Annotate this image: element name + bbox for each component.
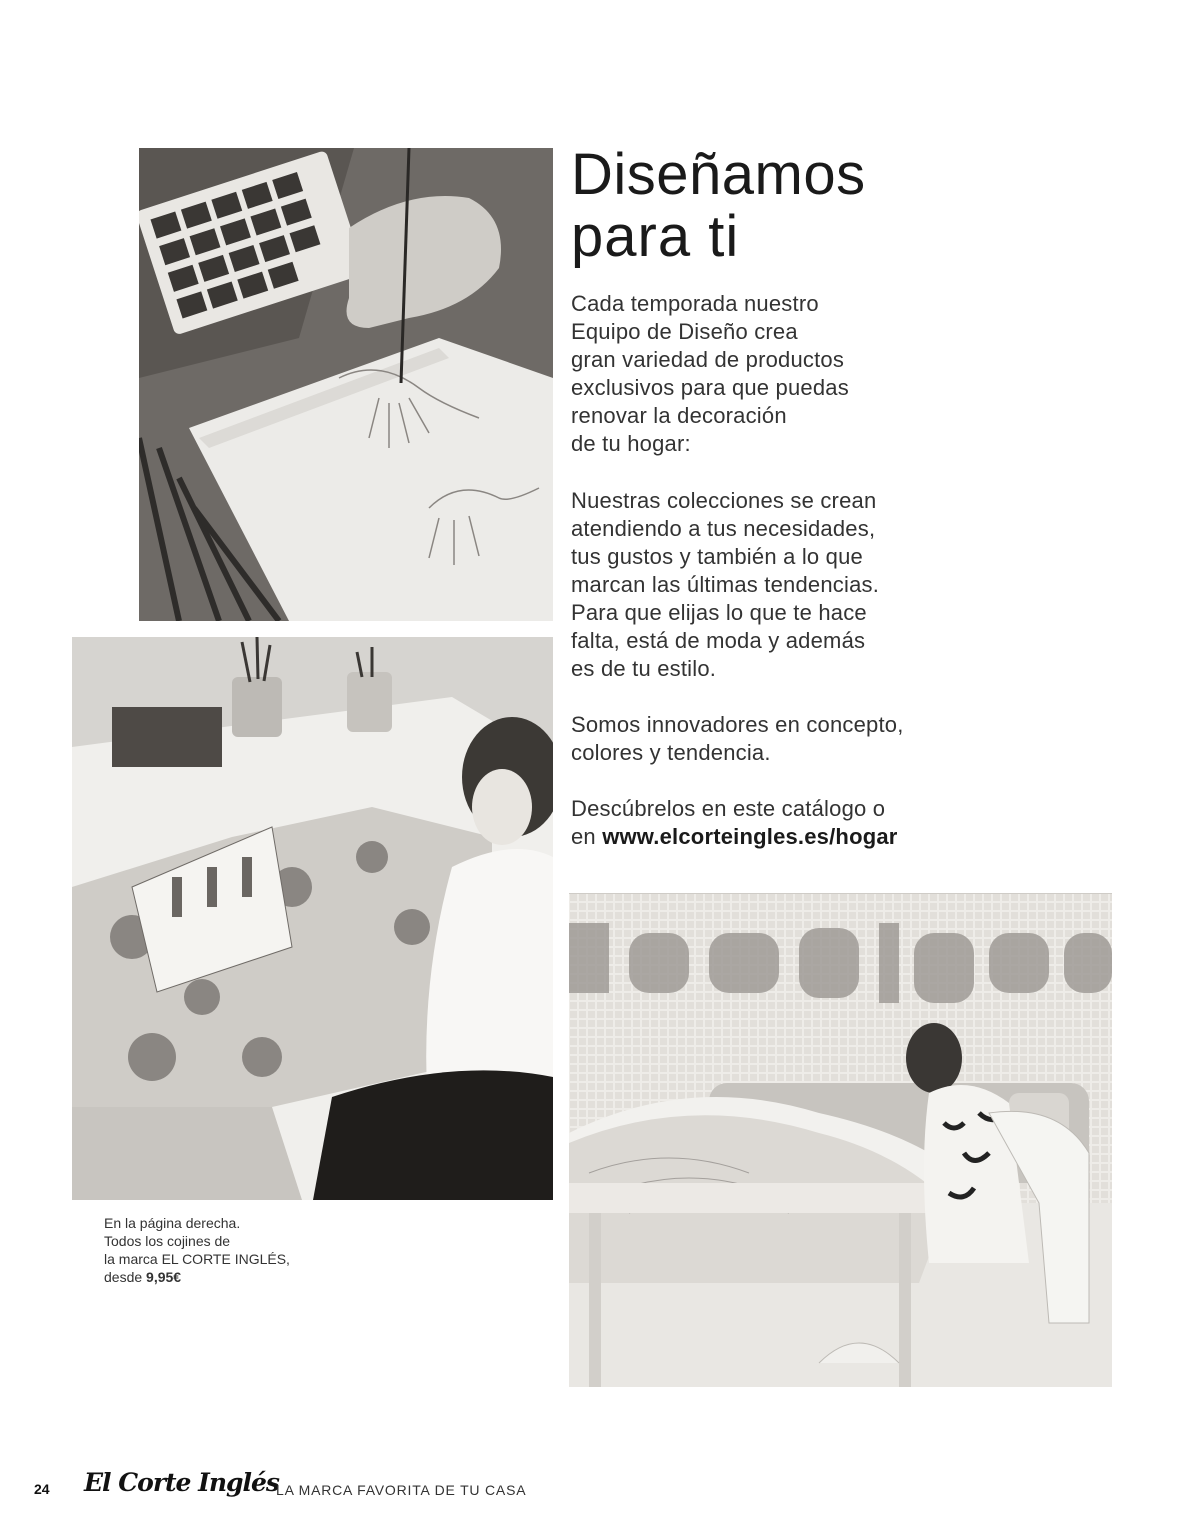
text-line: de tu hogar:: [571, 431, 691, 456]
caption-price: 9,95€: [146, 1269, 182, 1285]
innovation-paragraph: [571, 711, 1001, 767]
text-line: Equipo de Diseño crea: [571, 319, 798, 344]
footer-tagline: LA MARCA FAVORITA DE TU CASA: [276, 1482, 527, 1498]
text-line: Cada temporada nuestro: [571, 291, 819, 316]
discover-paragraph: [571, 795, 1001, 851]
text-line: falta, está de moda y además: [571, 628, 866, 653]
text-line: Nuestras colecciones se crean: [571, 488, 877, 513]
caption-line: En la página derecha.: [104, 1215, 241, 1231]
heading-line-2: para ti: [571, 204, 740, 269]
caption-line: la marca EL CORTE INGLÉS,: [104, 1251, 290, 1267]
heading-line-1: Diseñamos: [571, 142, 866, 207]
page-heading: [571, 144, 1131, 268]
page-number: 24: [34, 1481, 50, 1497]
photo-showroom-mosaic-wall: [569, 893, 1112, 1387]
text-line: renovar la decoración: [571, 403, 787, 428]
caption-line-price: [104, 1268, 290, 1286]
text-line: marcan las últimas tendencias.: [571, 572, 880, 597]
photo-caption: [104, 1214, 290, 1286]
text-line: tus gustos y también a lo que: [571, 544, 863, 569]
intro-paragraph: [571, 290, 1001, 458]
text-line: colores y tendencia.: [571, 740, 771, 765]
photo-watercolor-painting: [139, 148, 553, 621]
text-line: atendiendo a tus necesidades,: [571, 516, 876, 541]
text-line: Somos innovadores en concepto,: [571, 712, 904, 737]
el-corte-ingles-logo: El Corte Inglés: [84, 1468, 279, 1497]
url-prefix: en: [571, 824, 596, 849]
caption-price-prefix: desde: [104, 1269, 143, 1285]
text-line-url: [571, 823, 1001, 851]
website-link[interactable]: www.elcorteingles.es/hogar: [602, 824, 898, 849]
text-line: exclusivos para que puedas: [571, 375, 849, 400]
text-line: gran variedad de productos: [571, 347, 845, 372]
text-line: es de tu estilo.: [571, 656, 717, 681]
photo-designer-at-table: [72, 637, 553, 1200]
text-line: Para que elijas lo que te hace: [571, 600, 867, 625]
collections-paragraph: [571, 487, 1001, 683]
caption-line: Todos los cojines de: [104, 1233, 231, 1249]
text-line: Descúbrelos en este catálogo o: [571, 796, 886, 821]
